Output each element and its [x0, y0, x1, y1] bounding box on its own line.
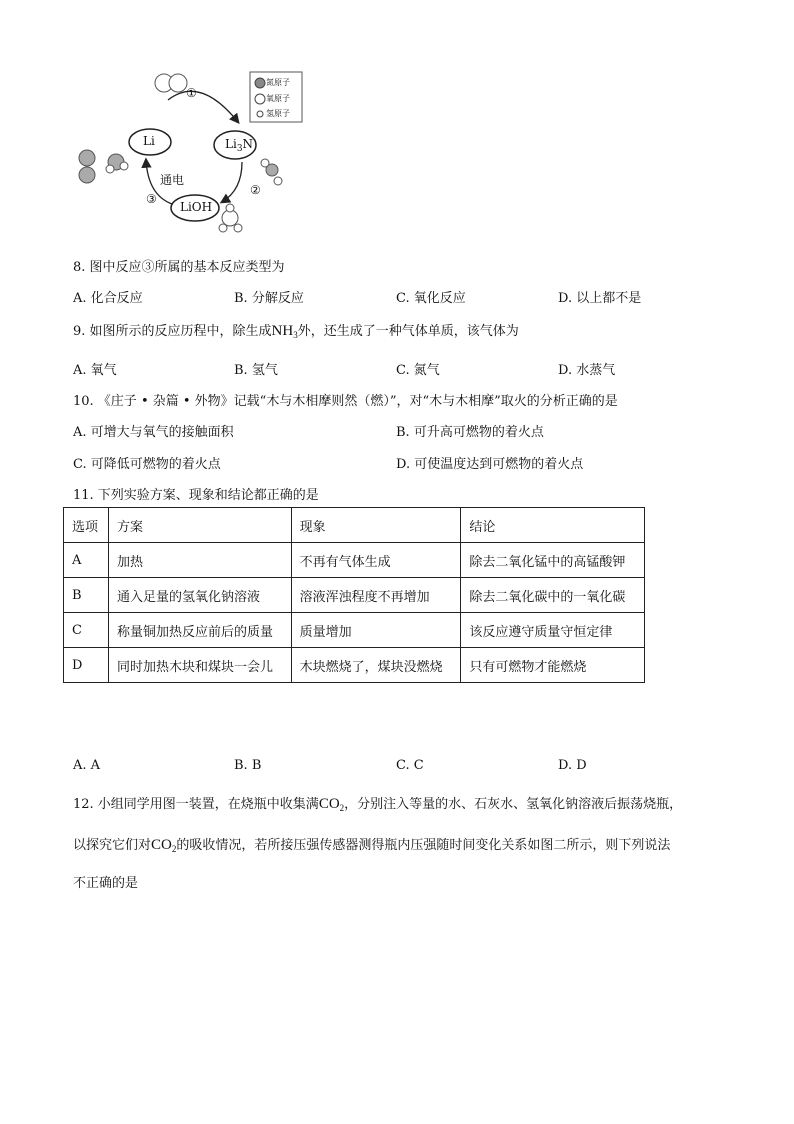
- hydrogen-atom: [120, 162, 128, 170]
- oxygen-atom: [79, 150, 95, 166]
- q12-line1: [73, 793, 682, 813]
- legend-nitrogen-label: 氮原子: [266, 78, 290, 87]
- table-row: [64, 543, 645, 578]
- q12-line2-b: 的吸收情况，若所接压强传感器测得瓶内压强随时间变化关系如图二所示，则下列说法: [176, 838, 671, 853]
- q10-option-d[interactable]: D. 可使温度达到可燃物的着火点: [396, 457, 584, 472]
- step1-label: ①: [186, 86, 197, 100]
- q9-formula-main: NH: [271, 323, 294, 339]
- node-li3n-main: Li: [225, 137, 237, 151]
- node-li3n-tail: N: [242, 137, 254, 151]
- q12-co2-sub: 2: [339, 803, 345, 813]
- table-cell: 通入足量的氢氧化钠溶液: [108, 578, 291, 613]
- table-cell: B: [64, 578, 109, 613]
- table-header-cell: 选项: [64, 508, 109, 543]
- electrolysis-label: 通电: [160, 173, 185, 187]
- q12-line1-b: ，分别注入等量的水、石灰水、氢氧化钠溶液后振荡烧瓶，: [344, 797, 683, 812]
- legend-oxygen-label: 氧原子: [266, 94, 290, 103]
- q9-option-b[interactable]: B. 氢气: [234, 363, 278, 378]
- q10-option-b[interactable]: B. 可升高可燃物的着火点: [396, 425, 544, 440]
- legend-nitrogen-swatch: [255, 78, 265, 88]
- table-row: [64, 613, 645, 648]
- n2-molecule-atom: [169, 74, 187, 92]
- table-cell: 只有可燃物才能燃烧: [461, 648, 645, 683]
- node-li3n-label: [225, 137, 253, 154]
- arrow-step1: [168, 91, 238, 122]
- oxygen-atom: [79, 167, 95, 183]
- q12-line1-a: 12. 小组同学用图一装置，在烧瓶中收集满: [73, 797, 319, 812]
- arrow-step2: [222, 162, 242, 202]
- table-cell: 该反应遵守质量守恒定律: [461, 613, 645, 648]
- hydrogen-atom: [274, 177, 282, 185]
- q12-line2-a: 以探究它们对: [73, 838, 152, 853]
- table-cell: 溶液浑浊程度不再增加: [291, 578, 461, 613]
- legend-hydrogen-label: 氢原子: [266, 109, 290, 118]
- hydrogen-atom: [234, 224, 242, 232]
- q8-option-c[interactable]: C. 氧化反应: [396, 291, 466, 306]
- legend-oxygen-swatch: [255, 94, 265, 104]
- hydrogen-atom: [261, 159, 269, 167]
- table-cell: 加热: [108, 543, 291, 578]
- node-li3n-sub: 3: [236, 144, 243, 154]
- table-header-cell: 现象: [291, 508, 461, 543]
- q11-table: [63, 507, 645, 683]
- q12-co2-main: CO: [151, 837, 172, 853]
- q8-option-d[interactable]: D. 以上都不是: [558, 291, 642, 306]
- node-li-label: Li: [143, 134, 155, 148]
- table-cell: D: [64, 648, 109, 683]
- q12-co2-main: CO: [318, 796, 340, 812]
- q12-co2-formula: [319, 796, 344, 812]
- q11-stem: 11. 下列实验方案、现象和结论都正确的是: [73, 488, 319, 503]
- q8-stem: 8. 图中反应③所属的基本反应类型为: [73, 260, 285, 275]
- table-cell: A: [64, 543, 109, 578]
- q9-formula: [272, 323, 298, 339]
- step3-label: ③: [146, 192, 157, 206]
- q10-option-a[interactable]: A. 可增大与氧气的接触面积: [73, 425, 234, 440]
- q11-option-a[interactable]: A. A: [73, 758, 101, 773]
- q8-option-a[interactable]: A. 化合反应: [73, 291, 143, 306]
- q9-option-a[interactable]: A. 氧气: [73, 363, 117, 378]
- table-header-row: [64, 508, 645, 543]
- q11-option-b[interactable]: B. B: [234, 758, 262, 773]
- step2-label: ②: [250, 183, 261, 197]
- table-cell: 同时加热木块和煤块一会儿: [108, 648, 291, 683]
- table-row: [64, 578, 645, 613]
- node-lioh-label: LiOH: [180, 200, 213, 214]
- q10-option-c[interactable]: C. 可降低可燃物的着火点: [73, 457, 221, 472]
- table-cell: 木块燃烧了，煤块没燃烧: [291, 648, 461, 683]
- table-cell: 称量铜加热反应前后的质量: [108, 613, 291, 648]
- q12-co2-formula: [151, 837, 176, 853]
- hydrogen-atom: [219, 224, 227, 232]
- q12-co2-sub: 2: [171, 844, 177, 854]
- q12-line3: 不正确的是: [73, 876, 139, 891]
- legend-hydrogen-swatch: [257, 111, 263, 117]
- table-cell: 除去二氧化碳中的一氧化碳: [461, 578, 645, 613]
- hydrogen-atom: [106, 165, 114, 173]
- table-row: [64, 648, 645, 683]
- q8-option-b[interactable]: B. 分解反应: [234, 291, 304, 306]
- table-cell: 质量增加: [291, 613, 461, 648]
- q9-option-d[interactable]: D. 水蒸气: [558, 363, 616, 378]
- hydrogen-atom: [226, 204, 234, 212]
- table-cell: C: [64, 613, 109, 648]
- q11-option-d[interactable]: D. D: [558, 758, 587, 773]
- q10-stem: 10. 《庄子 • 杂篇 • 外物》记载“木与木相摩则然（燃）”，对“木与木相摩”取火的分析正确的是: [73, 394, 618, 409]
- q11-option-c[interactable]: C. C: [396, 758, 424, 773]
- q9-stem-a: 9. 如图所示的反应历程中，除生成: [73, 324, 272, 339]
- table-cell: 不再有气体生成: [291, 543, 461, 578]
- table-header-cell: 结论: [461, 508, 645, 543]
- q9-option-c[interactable]: C. 氮气: [396, 363, 440, 378]
- table-cell: 除去二氧化锰中的高锰酸钾: [461, 543, 645, 578]
- table-header-cell: 方案: [108, 508, 291, 543]
- q12-line2: [73, 834, 670, 854]
- q9-stem-b: 外，还生成了一种气体单质，该气体为: [297, 324, 519, 339]
- q9-stem: [73, 320, 519, 340]
- q9-formula-sub: 3: [293, 330, 298, 340]
